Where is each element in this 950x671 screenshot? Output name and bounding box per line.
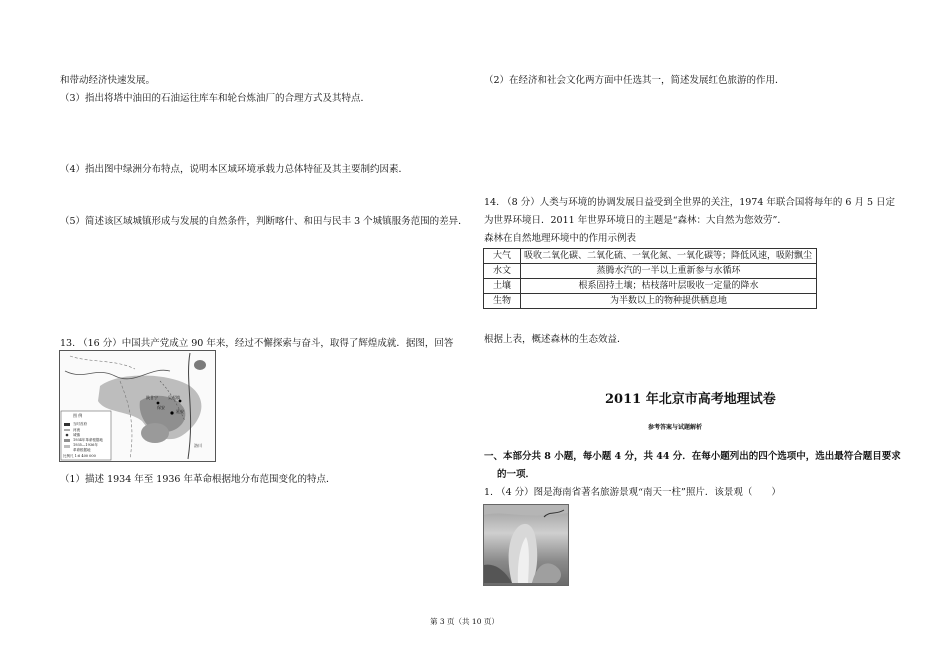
table-cell-key: 生物 xyxy=(484,294,521,309)
legend-title: 图 例 xyxy=(73,413,83,418)
nantianyizhu-photo xyxy=(483,504,569,586)
table-row xyxy=(484,279,817,294)
legend-item: 河流 xyxy=(73,428,80,432)
table-cell-value: 根系固持土壤；枯枝落叶层吸收一定量的降水 xyxy=(521,279,817,294)
section-instruction-line1: 一、本部分共 8 小题，每小题 4 分，共 44 分．在每小题列出的四个选项中，选出最符合题目要求 xyxy=(484,451,901,462)
map-label: 吴起镇 xyxy=(168,395,180,400)
question-14-line1: 14. （8 分）人类与环境的协调发展日益受到全世界的关注，1974 年联合国将每年的 6 月 5 日定 xyxy=(484,197,896,208)
question-13: 13. （16 分）中国共产党成立 90 年来，经过不懈探索与奋斗，取得了辉煌成就．据图，回答 xyxy=(60,338,454,349)
table-cell-value: 蒸腾水汽的一半以上重新参与水循环 xyxy=(521,264,817,279)
map-label: 保安 xyxy=(157,405,165,410)
after-table-text: 根据上表，概述森林的生态效益． xyxy=(484,334,627,345)
text-line: 和带动经济快速发展。 xyxy=(60,75,156,86)
question-3: （3）指出将塔中油田的石油运往库车和轮台炼油厂的合理方式及其特点． xyxy=(60,93,371,104)
map-label: 陕甘宁 xyxy=(146,395,158,400)
section-instruction-line2: 的一项． xyxy=(497,469,536,480)
table-cell-key: 土壤 xyxy=(484,279,521,294)
legend-item: 1934年革命根据地 xyxy=(73,438,103,442)
exam-title: 2011 年北京市高考地理试卷 xyxy=(605,392,776,407)
table-row xyxy=(484,294,817,309)
page-number: 第 3 页（共 10 页） xyxy=(430,617,499,626)
question-13-1: （1）描述 1934 年至 1936 年革命根据地分布范围变化的特点． xyxy=(60,474,336,485)
table-caption: 森林在自然地理环境中的作用示例表 xyxy=(484,233,637,244)
table-cell-key: 水文 xyxy=(484,264,521,279)
table-row xyxy=(484,264,817,279)
revolution-base-map xyxy=(59,350,216,462)
table-row xyxy=(484,249,817,264)
legend-item: 城镇 xyxy=(73,433,80,437)
map-label: 洛川 xyxy=(194,443,202,448)
question-14-line2: 为世界环境日．2011 年世界环境日的主题是“森林：大自然为您效劳”． xyxy=(484,215,787,226)
map-label: 延安 xyxy=(176,409,184,414)
question-1: 1. （4 分）图是海南省著名旅游景观“南天一柱”照片．该景观（ ） xyxy=(484,487,781,498)
forest-role-table xyxy=(483,248,817,309)
legend-item: 1935—1936年 xyxy=(73,443,98,447)
legend-item: 革命根据地 xyxy=(73,448,91,452)
table-cell-key: 大气 xyxy=(484,249,521,264)
question-2: （2）在经济和社会文化两方面中任选其一，简述发展红色旅游的作用． xyxy=(484,75,785,86)
question-4: （4）指出图中绿洲分布特点，说明本区域环境承载力总体特征及其主要制约因素． xyxy=(60,164,409,175)
table-cell-value: 为半数以上的物种提供栖息地 xyxy=(521,294,817,309)
question-5: （5）简述该区域城镇形成与发展的自然条件，判断喀什、和田与民丰 3 个城镇服务范围的差异． xyxy=(60,216,468,227)
map-scale: 比例尺 1:6 400 000 xyxy=(63,454,96,458)
rock-image xyxy=(484,505,568,585)
table-cell-value: 吸收二氧化碳、二氧化硫、一氧化氮、一氧化碳等；降低风速，吸附飘尘 xyxy=(521,249,817,264)
exam-subtitle: 参考答案与试题解析 xyxy=(648,424,703,431)
legend-item: 当时首府 xyxy=(73,422,87,426)
